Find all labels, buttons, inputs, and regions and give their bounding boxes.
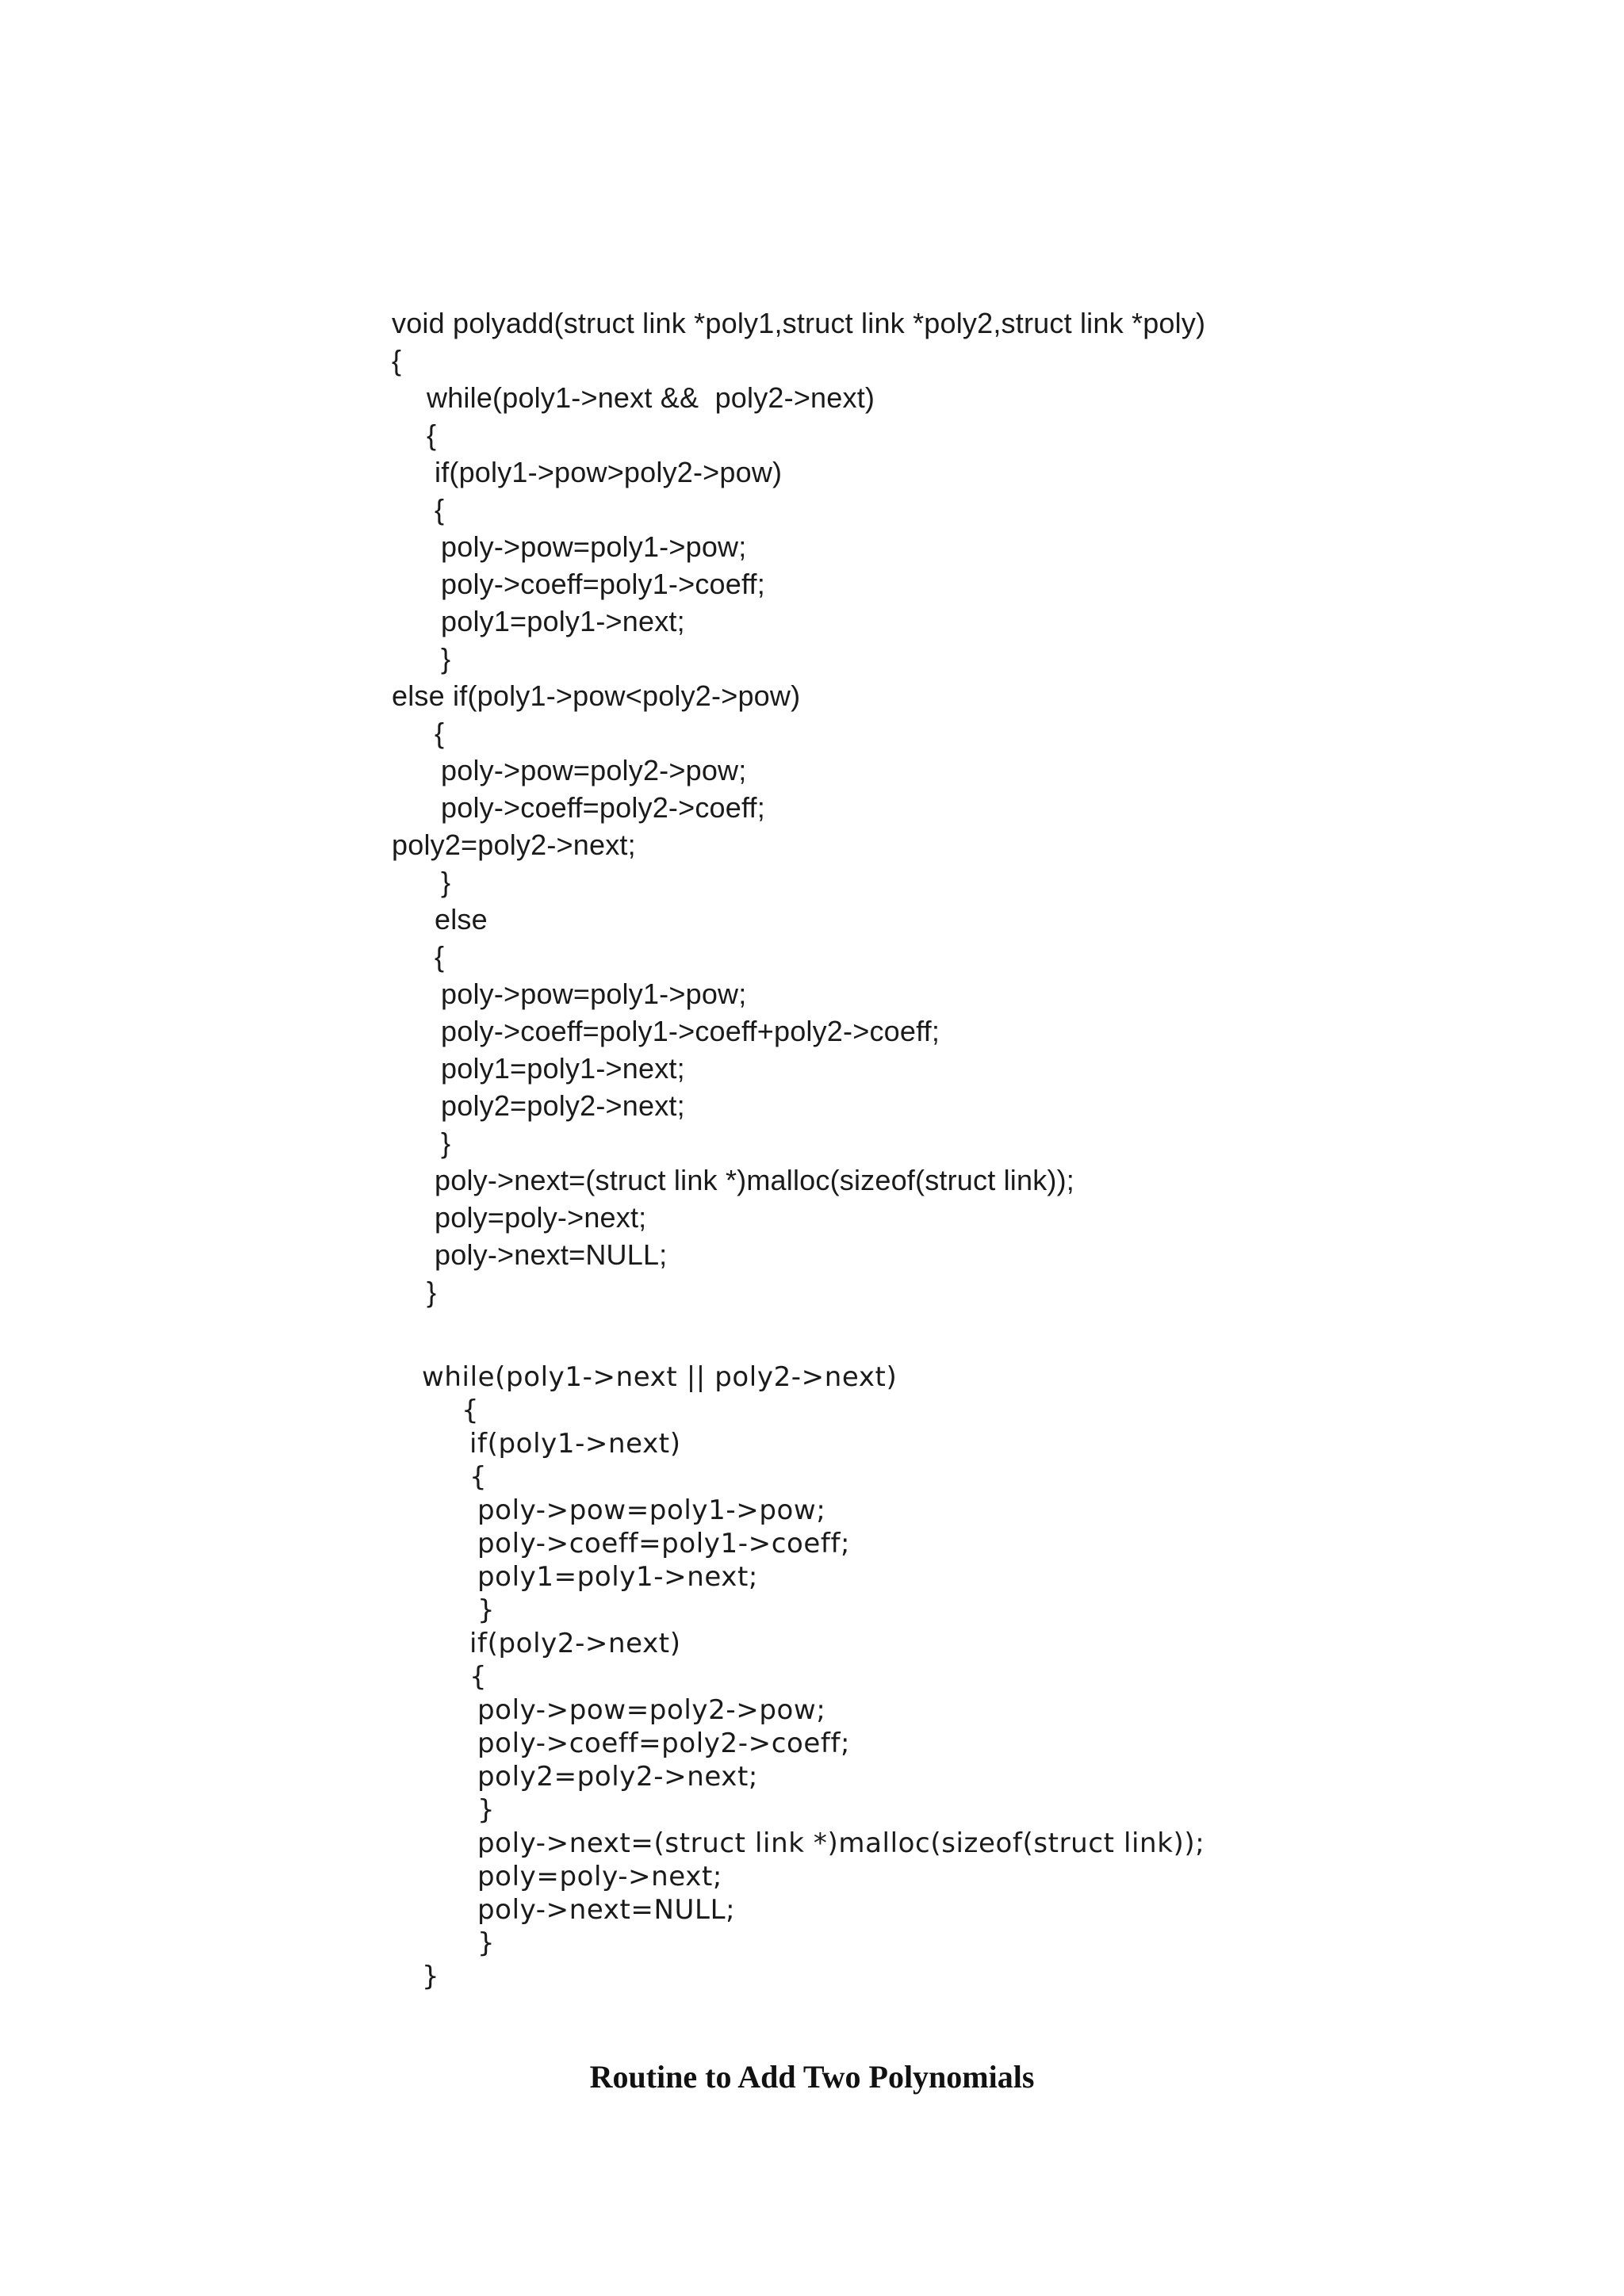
code-line: poly->next=NULL; [477,1894,736,1926]
code-line: { [469,1661,488,1693]
code-line: poly->coeff=poly2->coeff; [441,791,765,824]
code-line: poly2=poly2->next; [392,828,636,861]
code-line: } [427,1276,437,1308]
code-line: poly->pow=poly1->pow; [441,978,747,1010]
code-line: poly->pow=poly1->pow; [441,530,747,563]
code-line: } [441,642,451,675]
code-line: if(poly2->next) [469,1628,681,1659]
code-line: void polyadd(struct link *poly1,struct link *poly2,struct link *poly) [392,307,1206,339]
code-line: poly=poly->next; [435,1201,647,1234]
code-line: poly->pow=poly2->pow; [441,754,747,786]
code-line: poly->coeff=poly1->coeff; [477,1528,851,1559]
code-line: poly->pow=poly2->pow; [477,1694,826,1726]
code-line: poly->next=(struct link *)malloc(sizeof(struct link)); [435,1164,1075,1196]
code-line: poly2=poly2->next; [477,1761,758,1793]
code-line: } [477,1594,496,1626]
code-line: } [441,1127,451,1159]
code-line: { [427,419,437,451]
code-line: { [392,344,402,377]
code-line: poly->coeff=poly1->coeff+poly2->coeff; [441,1015,940,1047]
code-line: poly->coeff=poly1->coeff; [441,568,765,600]
code-line: poly=poly->next; [477,1861,722,1892]
code-line: { [435,493,445,526]
code-line: if(poly1->next) [469,1428,681,1460]
code-line: } [477,1927,496,1959]
figure-caption: Routine to Add Two Polynomials [589,2059,1035,2095]
code-line: poly1=poly1->next; [477,1561,758,1593]
code-line: while(poly1->next || poly2->next) [422,1361,898,1393]
code-line: if(poly1->pow>poly2->pow) [435,456,783,488]
code-line: poly1=poly1->next; [441,605,685,637]
code-line: poly->next=NULL; [435,1238,668,1271]
code-line: { [469,1461,488,1493]
code-line: else [435,903,488,936]
code-line: else if(poly1->pow<poly2->pow) [392,679,801,712]
code-line: } [441,866,451,898]
code-line: poly1=poly1->next; [441,1052,685,1085]
code-line: poly->pow=poly1->pow; [477,1494,826,1526]
code-line: poly2=poly2->next; [441,1089,685,1122]
code-line: while(poly1->next && poly2->next) [427,381,875,414]
code-line: { [462,1395,480,1426]
code-line: } [477,1794,496,1826]
code-line: { [435,717,445,749]
code-line: } [422,1961,440,1992]
code-line: { [435,940,445,973]
code-line: poly->coeff=poly2->coeff; [477,1728,851,1759]
code-line: poly->next=(struct link *)malloc(sizeof(struct link)); [477,1827,1205,1859]
